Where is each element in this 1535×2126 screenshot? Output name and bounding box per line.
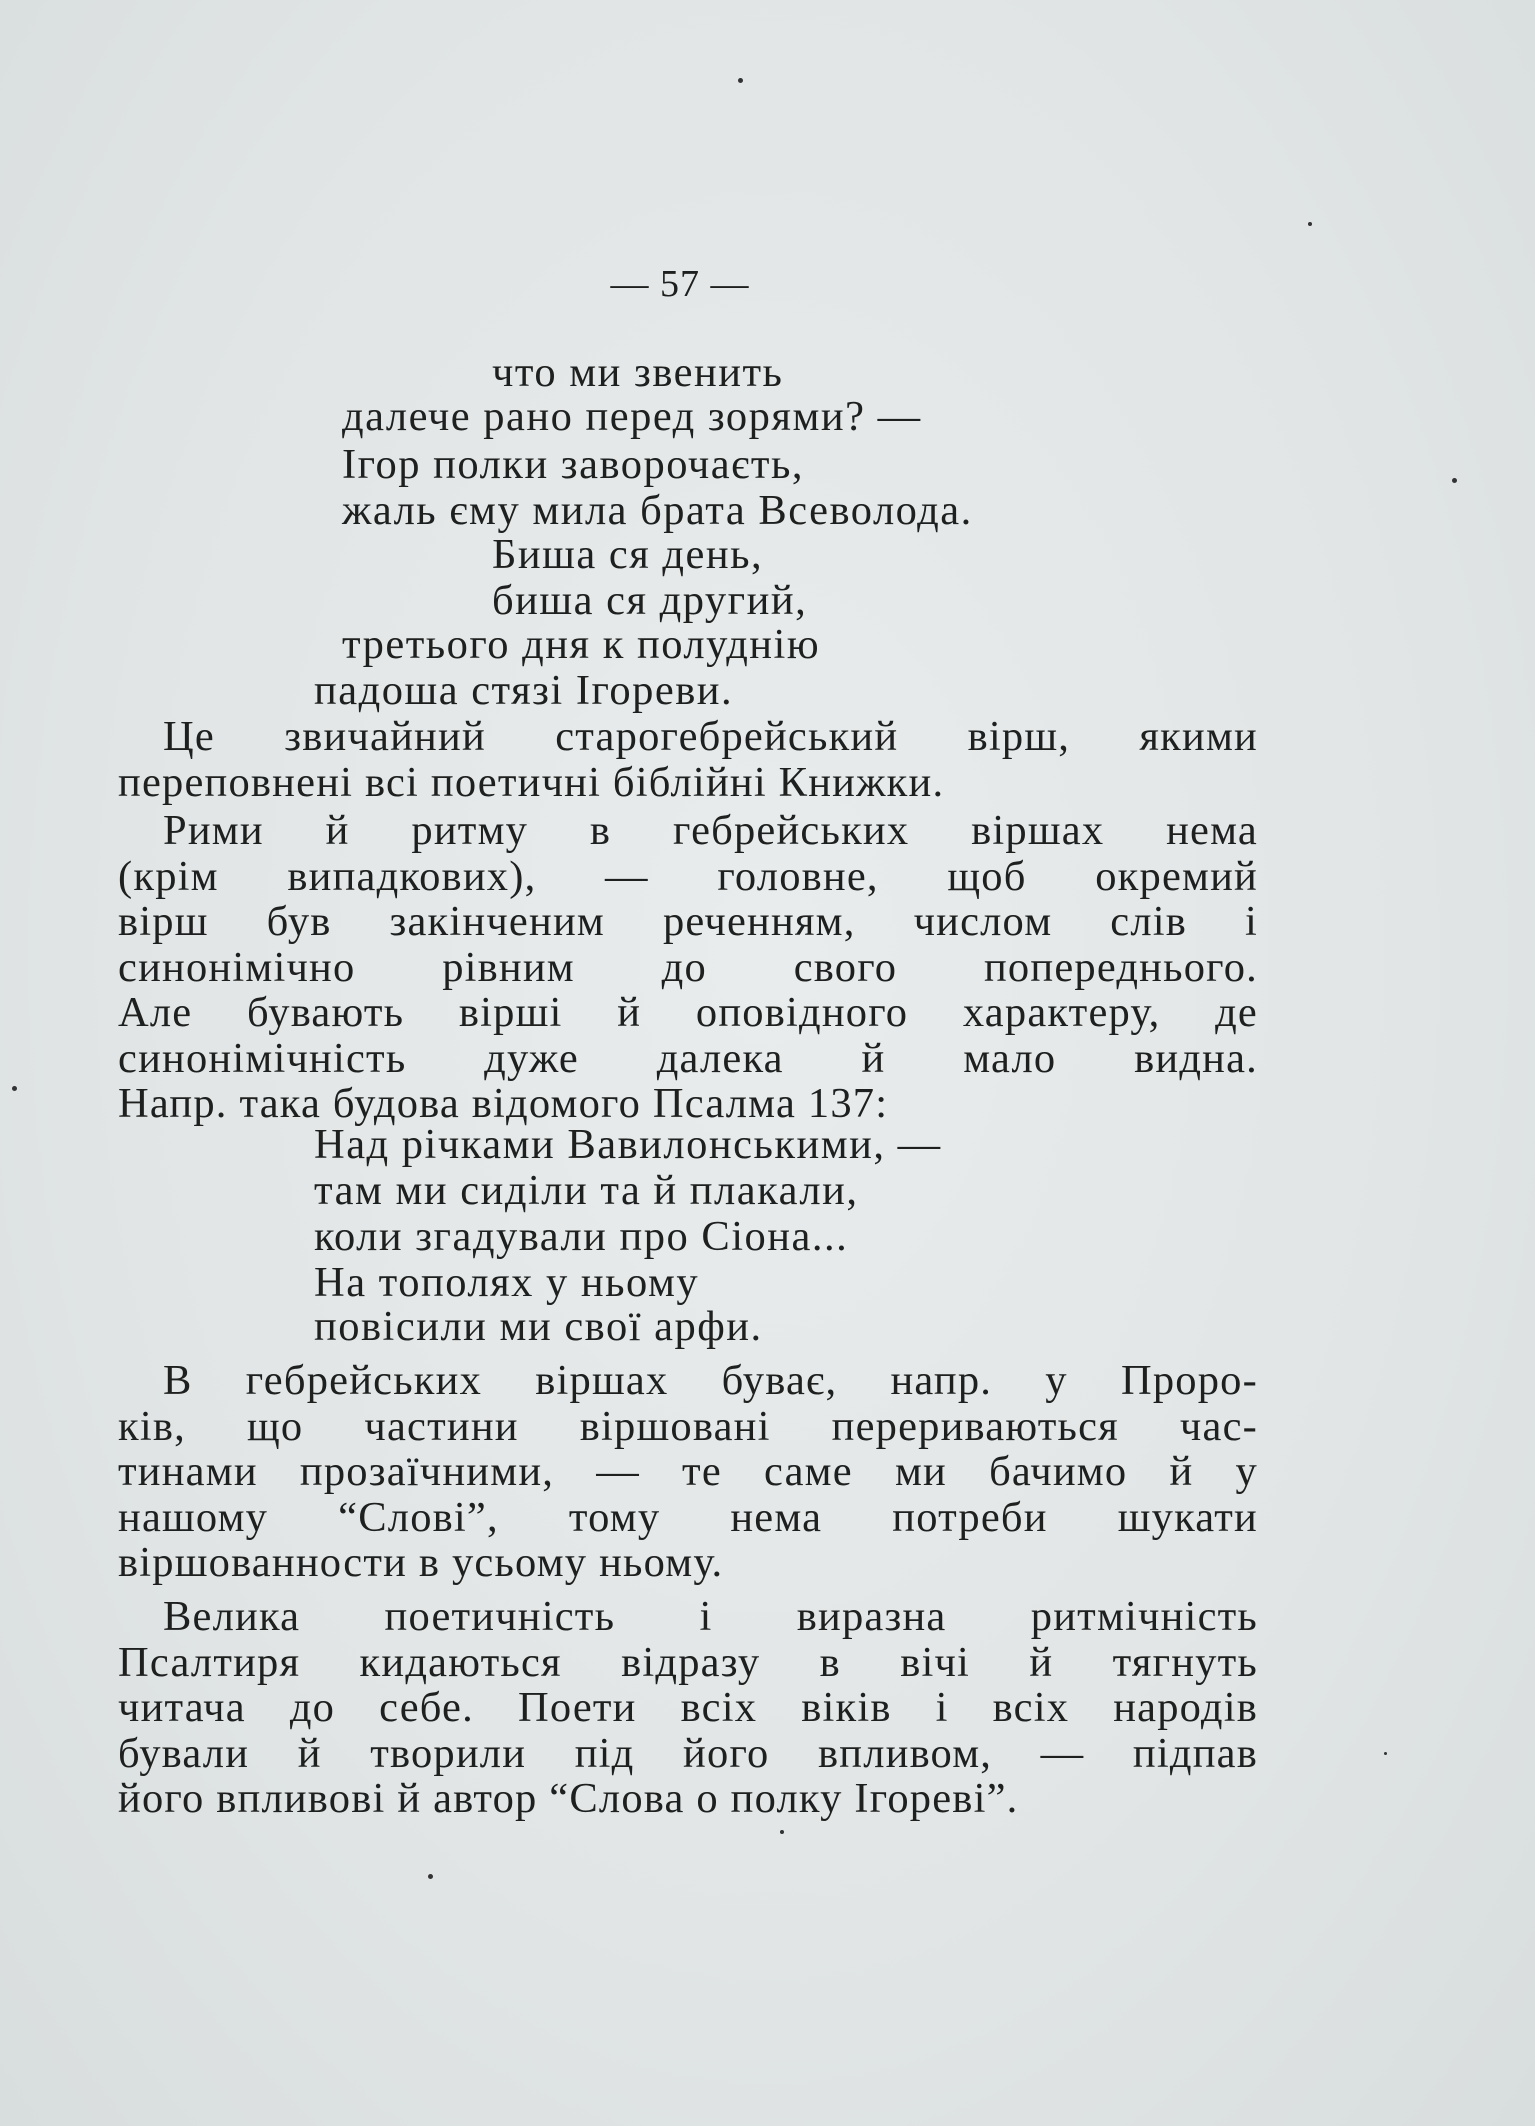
text-line: Велика поетичність і виразна ритмічність [163,1593,1258,1640]
text-line: В гебрейських віршах буває, напр. у Проро- [163,1357,1258,1404]
text-line: Рими й ритму в гебрейських віршах нема [163,807,1258,854]
text-line: синонімічність дуже далека й мало видна. [118,1034,1258,1082]
text-line: Псалтиря кидаються відразу в вічі й тягнуть [118,1638,1258,1686]
page-number: — 57 — [610,263,750,305]
text-line: Напр. така будова відомого Псалма 137: [118,1080,889,1127]
paragraph [118,714,1258,805]
paper-speck [738,78,743,83]
text-line: віршованности в усьому ньому. [118,1539,724,1586]
text-line: тинами прозаїчними, — те саме ми бачимо й у [118,1448,1258,1495]
paragraph [118,1358,1258,1586]
text-line: переповнені всі поетичні біблійні Книжки. [118,758,945,806]
paper-speck [428,1874,433,1879]
text-line: бували й творили під його впливом, — підпав [118,1729,1258,1777]
text-line: вірш був закінченим реченням, числом слів і [118,898,1258,945]
verse-line: Над річками Вавилонськими, — [314,1121,942,1168]
text-line: синонімічно рівним до свого попереднього. [118,943,1258,991]
verse-line: там ми сиділи та й плакали, [314,1167,859,1214]
paragraph [118,1594,1258,1822]
paper-speck [1452,478,1457,483]
verse-line: На тополях у ньому [314,1259,700,1306]
paper-speck [1384,1752,1387,1755]
paper-speck [780,1830,784,1834]
verse-line: биша ся другий, [492,577,808,624]
text-line: читача до себе. Поети всіх віків і всіх народів [118,1684,1258,1731]
paragraph [118,808,1258,1127]
text-line: Це звичайний старогебрейський вірш, якими [163,713,1258,760]
verse-line: коли згадували про Сіона... [314,1213,849,1260]
text-line: ків, що частини віршовані перериваються час- [118,1402,1258,1450]
text-line: його впливові й автор “Слова о полку Ігореві”. [118,1775,1019,1822]
verse-line: повісили ми свої арфи. [314,1303,763,1350]
verse-line: жаль єму мила брата Всеволода. [342,487,973,534]
verse-line: далече рано перед зорями? — [342,393,922,440]
paper-speck [1308,222,1312,226]
paper-speck [12,1086,17,1091]
verse-line: падоша стязі Ігореви. [314,667,734,714]
text-line: (крім випадкових), — головне, щоб окремий [118,852,1258,900]
verse-line: Биша ся день, [492,531,764,578]
text-line: нашому “Слові”, тому нема потреби шукати [118,1493,1258,1541]
verse-line: третього дня к полуднію [342,621,821,668]
verse-line: Ігор полки заворочаєть, [342,441,804,488]
text-line: Але бувають вірші й оповідного характеру, де [118,989,1258,1036]
verse-line: что ми звенить [492,349,784,396]
